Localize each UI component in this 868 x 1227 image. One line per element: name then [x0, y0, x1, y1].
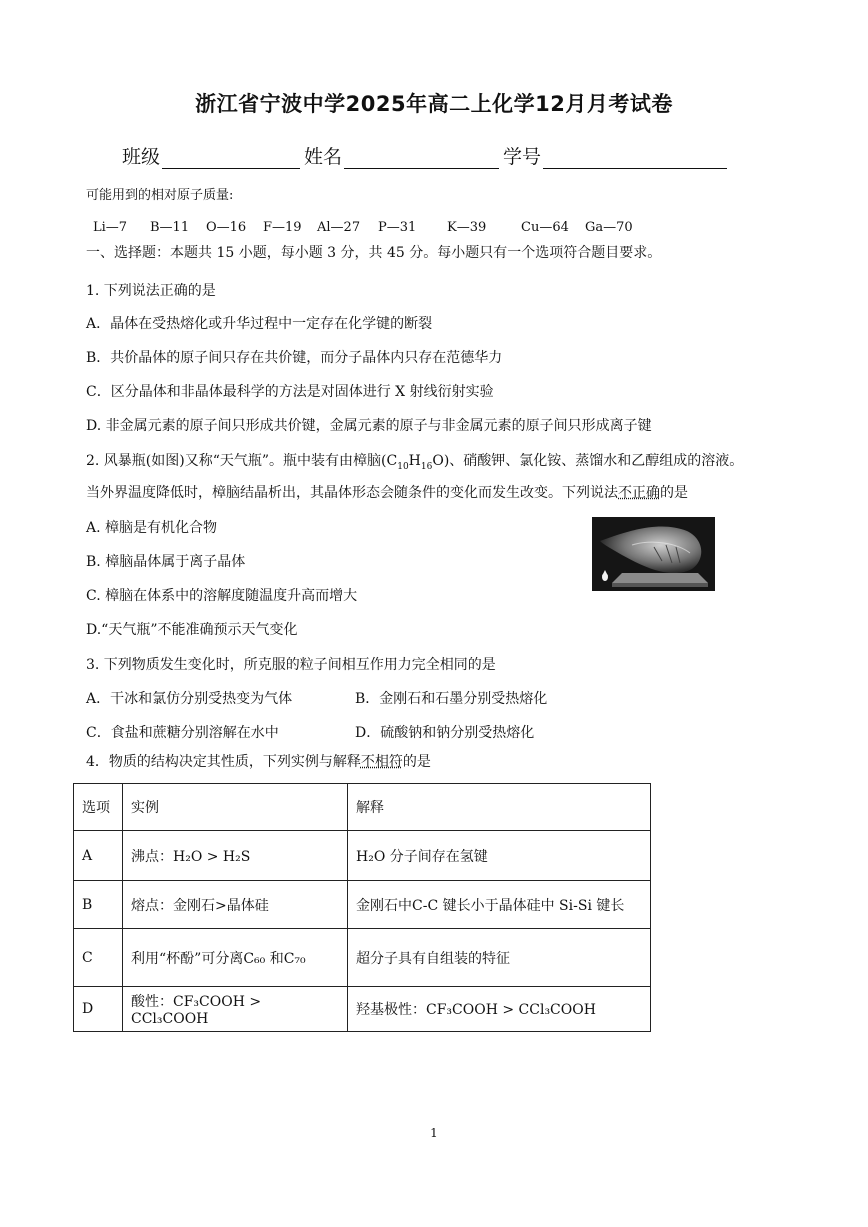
row-d-option: D — [74, 987, 123, 1032]
row-b-explanation: 金刚石中C-C 键长小于晶体硅中 Si-Si 键长 — [348, 881, 651, 929]
table-row — [74, 831, 651, 881]
q4-stem-a: 4．物质的结构决定其性质，下列实例与解释 — [86, 754, 361, 770]
q4-stem — [86, 753, 431, 771]
q2-line2-b: 的是 — [660, 485, 688, 501]
table-header-row — [74, 784, 651, 831]
q3-option-c: C．食盐和蔗糖分别溶解在水中 — [86, 725, 279, 741]
q2-sub-10: 10 — [397, 461, 409, 472]
row-a-option: A — [74, 831, 123, 881]
mass-p: P—31 — [378, 220, 417, 235]
q2-stem-a: 2. 风暴瓶(如图)又称“天气瓶”。瓶中装有由樟脑(C — [86, 453, 398, 469]
name-label: 姓名 — [304, 146, 343, 168]
row-c-option: C — [74, 929, 123, 987]
masses-heading: 可能用到的相对原子质量: — [86, 188, 234, 203]
q4-emphasis-text: 不相符 — [360, 754, 403, 770]
row-c-example: 利用“杯酚”可分离C₆₀ 和C₇₀ — [123, 929, 348, 987]
q1-option-d: D. 非金属元素的原子间只形成共价键，金属元素的原子与非金属元素的原子间只形成离子键 — [86, 418, 652, 434]
page-title: 浙江省宁波中学2025年高二上化学12月月考试卷 — [195, 92, 673, 116]
q2-line2-a: 当外界温度降低时，樟脑结晶析出，其晶体形态会随条件的变化而发生改变。下列说法 — [86, 485, 618, 501]
mass-ga: Ga—70 — [585, 220, 633, 235]
q2-stem-line1 — [86, 452, 743, 476]
q2-option-d: D.“天气瓶”不能准确预示天气变化 — [86, 622, 298, 638]
q1-option-a: A．晶体在受热熔化或升华过程中一定存在化学键的断裂 — [86, 316, 433, 332]
class-field[interactable] — [162, 148, 300, 169]
q3-stem: 3. 下列物质发生变化时，所克服的粒子间相互作用力完全相同的是 — [86, 657, 496, 673]
row-b-option: B — [74, 881, 123, 929]
storm-glass-illustration — [592, 517, 715, 591]
q4-stem-b: 的是 — [402, 754, 431, 770]
student-info-row — [122, 142, 731, 169]
name-field[interactable] — [344, 148, 499, 169]
q2-sub-16: 16 — [420, 461, 433, 472]
row-a-explanation: H₂O 分子间存在氢键 — [348, 831, 651, 881]
row-d-example: 酸性：CF₃COOH > CCl₃COOH — [123, 987, 348, 1032]
class-label: 班级 — [122, 146, 161, 168]
q2-option-b: B. 樟脑晶体属于离子晶体 — [86, 554, 246, 570]
q1-option-b: B．共价晶体的原子间只存在共价键，而分子晶体内只存在范德华力 — [86, 350, 503, 366]
section-heading: 一、选择题：本题共 15 小题，每小题 3 分，共 45 分。每小题只有一个选项符合题目要求。 — [86, 245, 662, 261]
q2-stem-b: H — [408, 453, 421, 469]
id-field[interactable] — [543, 148, 727, 169]
table-row — [74, 929, 651, 987]
row-c-explanation: 超分子具有自组装的特征 — [348, 929, 651, 987]
id-label: 学号 — [503, 146, 542, 168]
mass-al: Al—27 — [317, 220, 361, 235]
table-row — [74, 987, 651, 1032]
q2-stem-line2 — [86, 484, 688, 502]
q2-emphasis-text: 不正确 — [618, 485, 660, 501]
mass-b: B—11 — [150, 220, 190, 235]
mass-li: Li—7 — [93, 220, 128, 235]
q1-option-c: C．区分晶体和非晶体最科学的方法是对固体进行 X 射线衍射实验 — [86, 384, 494, 400]
q2-stem-c: O)、硝酸钾、氯化铵、蒸馏水和乙醇组成的溶液。 — [432, 453, 744, 469]
q3-option-a: A．干冰和氯仿分别受热变为气体 — [86, 691, 293, 707]
q3-option-d: D．硫酸钠和钠分别受热熔化 — [355, 725, 535, 741]
mass-o: O—16 — [206, 220, 247, 235]
q2-option-a: A. 樟脑是有机化合物 — [86, 520, 218, 536]
q2-emphasis — [618, 485, 660, 501]
q2-option-c: C. 樟脑在体系中的溶解度随温度升高而增大 — [86, 588, 358, 604]
mass-cu: Cu—64 — [521, 220, 569, 235]
row-d-explanation: 羟基极性：CF₃COOH > CCl₃COOH — [348, 987, 651, 1032]
q1-stem: 1. 下列说法正确的是 — [86, 283, 216, 299]
q3-option-b: B．金刚石和石墨分别受热熔化 — [355, 691, 548, 707]
storm-glass-image — [592, 517, 715, 591]
header-explanation: 解释 — [348, 784, 651, 831]
mass-f: F—19 — [263, 220, 302, 235]
header-option: 选项 — [74, 784, 123, 831]
row-b-example: 熔点：金刚石>晶体硅 — [123, 881, 348, 929]
row-a-example: 沸点：H₂O > H₂S — [123, 831, 348, 881]
page-number: 1 — [430, 1126, 438, 1140]
q4-table — [73, 783, 651, 1032]
table-row — [74, 881, 651, 929]
mass-k: K—39 — [447, 220, 487, 235]
header-example: 实例 — [123, 784, 348, 831]
